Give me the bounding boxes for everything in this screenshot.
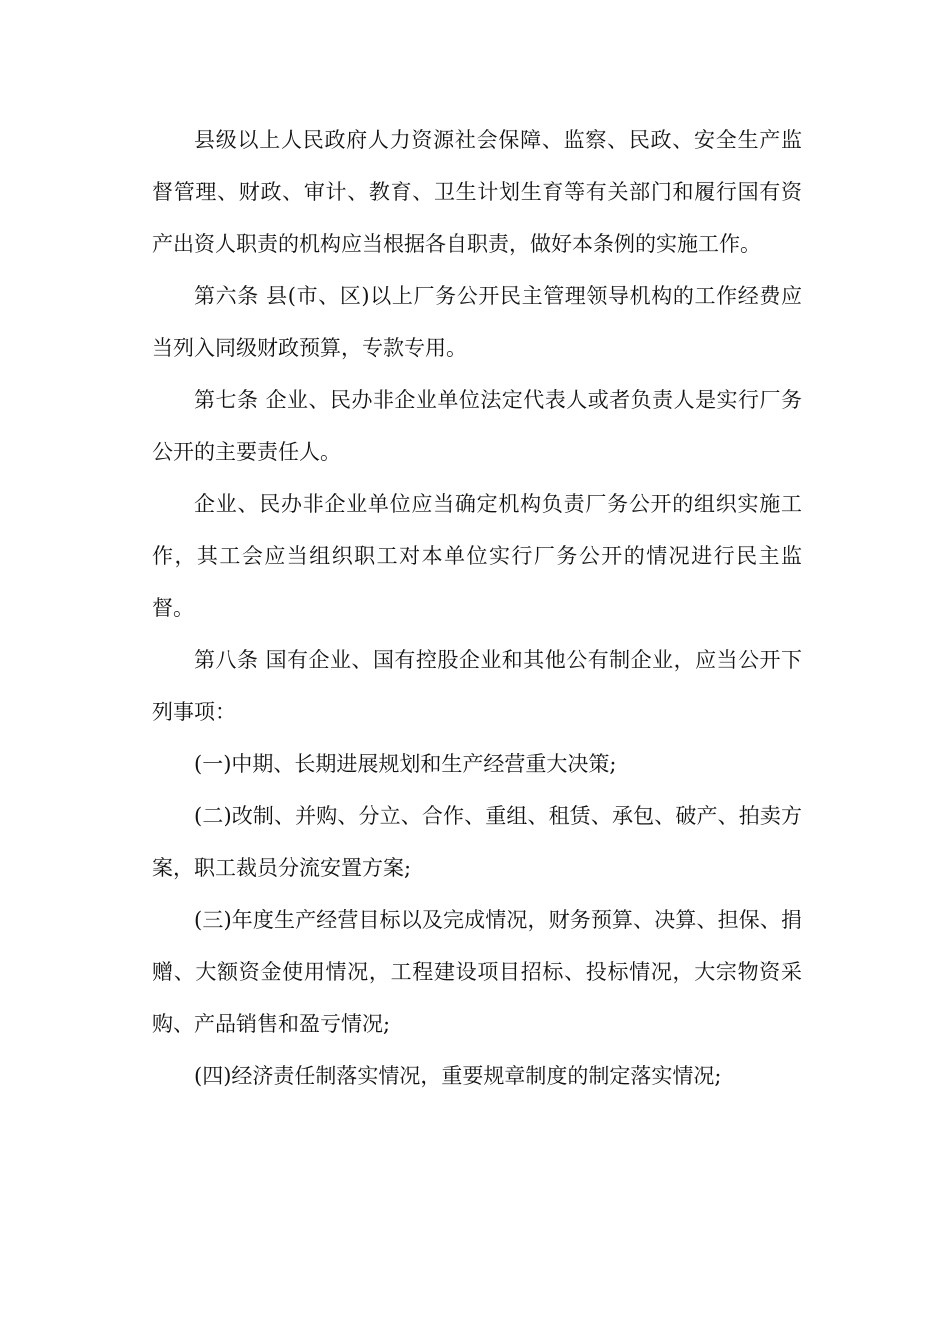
paragraph-article-6: 第六条 县(市、区)以上厂务公开民主管理领导机构的工作经费应当列入同级财政预算，专款专用。 [152,284,802,360]
list-item-1: (一)中期、长期进展规划和生产经营重大决策; [194,752,617,776]
list-item-2: (二)改制、并购、分立、合作、重组、租赁、承包、破产、拍卖方案，职工裁员分流安置方案; [152,804,802,880]
list-item-4: (四)经济责任制落实情况，重要规章制度的制定落实情况; [194,1064,722,1088]
paragraph-implementation-duties: 县级以上人民政府人力资源社会保障、监察、民政、安全生产监督管理、财政、审计、教育、卫生计划生育等有关部门和履行国有资产出资人职责的机构应当根据各自职责，做好本条例的实施工作。 [152,128,802,256]
list-item-3: (三)年度生产经营目标以及完成情况，财务预算、决算、担保、捐赠、大额资金使用情况，工程建设项目招标、投标情况，大宗物资采购、产品销售和盈亏情况; [152,908,802,1036]
paragraph-article-8: 第八条 国有企业、国有控股企业和其他公有制企业，应当公开下列事项： [152,648,802,724]
document-body [152,114,802,1102]
paragraph-article-7: 第七条 企业、民办非企业单位法定代表人或者负责人是实行厂务公开的主要责任人。 [152,388,802,464]
paragraph-article-7-supervision: 企业、民办非企业单位应当确定机构负责厂务公开的组织实施工作，其工会应当组织职工对本单位实行厂务公开的情况进行民主监督。 [152,492,802,620]
